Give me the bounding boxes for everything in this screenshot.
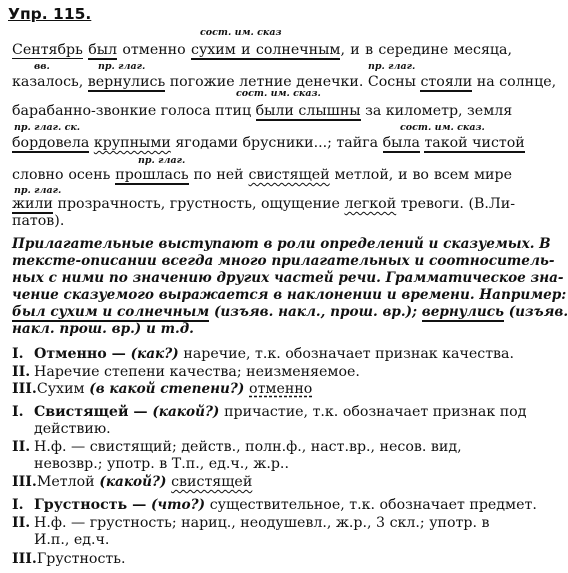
word-predicate: вернулись xyxy=(87,74,166,90)
rule-line-1: Прилагательные выступают в роли определений и сказуемых. В xyxy=(12,236,551,252)
text-fragment: прозрачность, грустность, ощущение xyxy=(52,196,345,212)
text-fragment: наречие, т.к. обозначает признак качества. xyxy=(183,346,515,362)
analysis-3-line-1 xyxy=(12,497,537,513)
word-attribute: свистящей xyxy=(248,167,330,183)
analysis-1-line-3 xyxy=(12,381,512,397)
word-subject: Сентябрь xyxy=(12,42,83,58)
text-line-4 xyxy=(12,135,525,151)
rule-line-3: ных с ними по значению других частей речи. Грамматическое зна- xyxy=(12,270,564,286)
label-sost-im-skaz-3: сост. им. сказ. xyxy=(400,122,485,133)
analysis-3-line-2b: И.п., ед.ч. xyxy=(34,532,110,548)
text-fragment: , xyxy=(78,74,88,90)
text-fragment: ягодами брусники...; тайга xyxy=(170,135,383,151)
example-predicate: был сухим и солнечным xyxy=(12,304,210,320)
rule-line-2: тексте-описании всегда много прилагательных и соотноситель- xyxy=(12,253,555,269)
text-fragment: Н.ф. — грустность; нариц., неодушевл., ж.р., 3 скл.; употр. в xyxy=(34,515,490,531)
word-predicate: прошлась xyxy=(115,167,189,183)
rule-line-4: чение сказуемого выражается в наклонении и времени. Например: xyxy=(12,287,567,303)
roman-numeral: II. xyxy=(12,515,31,531)
word-attribute: легкой xyxy=(344,196,397,212)
label-sost-im-skaz-1: сост. им. сказ xyxy=(200,27,282,38)
label-pr-glag-2: пр. глаг. xyxy=(368,61,416,72)
roman-numeral: I. xyxy=(12,497,24,513)
word-predicate: бордовела xyxy=(12,135,90,151)
text-fragment: Наречие степени качества; неизменяемое. xyxy=(34,364,360,380)
analysis-2-line-2b: невозвр.; употр. в Т.п., ед.ч., ж.р.. xyxy=(34,456,289,472)
question: (что?) xyxy=(146,497,210,513)
question: (какой?) xyxy=(147,404,225,420)
text-fragment: за километр, земля xyxy=(360,103,513,119)
word-attribute: крупными xyxy=(93,135,171,151)
analysis-2-line-2 xyxy=(12,439,512,455)
text-line-2 xyxy=(12,74,557,90)
text-fragment: (изъяв. накл., прош. вр.); xyxy=(209,304,422,320)
analysis-3-line-3 xyxy=(12,551,512,567)
text-fragment: Грустность. xyxy=(36,551,126,567)
roman-numeral: II. xyxy=(12,439,31,455)
analysis-2-line-3 xyxy=(12,474,512,490)
exercise-title: Упр. 115. xyxy=(8,5,92,23)
text-fragment: Н.ф. — свистящий; действ., полн.ф., наст.вр., несов. вид, xyxy=(34,439,462,455)
word-predicate: стояли xyxy=(420,74,473,90)
example-predicate: вернулись xyxy=(421,304,504,320)
label-pr-glag-4: пр. глаг. xyxy=(14,185,62,196)
question: (в какой степени?) xyxy=(84,381,250,397)
roman-numeral: III. xyxy=(12,381,37,397)
analysis-2-line-1b: действию. xyxy=(34,421,111,437)
word-attribute: свистящей xyxy=(171,474,253,490)
text-fragment: погожие летние денечки. Сосны xyxy=(165,74,421,90)
word-predicate: сухим и солнечным xyxy=(191,42,341,58)
text-line-1 xyxy=(12,42,512,58)
label-vv: вв. xyxy=(34,61,50,72)
label-pr-glag-3: пр. глаг. xyxy=(138,155,186,166)
analysis-2-line-1 xyxy=(12,404,527,420)
analyzed-word: Грустность — xyxy=(34,497,147,513)
text-line-7: патов). xyxy=(12,213,65,229)
analyzed-word: Отменно — xyxy=(34,346,126,362)
text-fragment: барабанно-звонкие голоса птиц xyxy=(12,103,256,119)
text-fragment: метлой, и во всем мире xyxy=(329,167,512,183)
text-fragment: отменно xyxy=(117,42,192,58)
label-pr-glag-sk: пр. глаг. ск. xyxy=(14,122,81,133)
text-fragment: , и в середине месяца, xyxy=(340,42,513,58)
analysis-3-line-2 xyxy=(12,515,512,531)
text-fragment: Сухим xyxy=(36,381,85,397)
question: (какой?) xyxy=(94,474,172,490)
text-line-3 xyxy=(12,103,512,119)
text-line-5 xyxy=(12,167,512,183)
text-fragment: словно осень xyxy=(12,167,116,183)
rule-line-6: накл. прош. вр.) и т.д. xyxy=(12,321,194,337)
word-predicate: были слышны xyxy=(255,103,361,119)
roman-numeral: II. xyxy=(12,364,31,380)
text-fragment: (изъяв. xyxy=(504,304,568,320)
word-predicate: такой чистой xyxy=(424,135,525,151)
question: (как?) xyxy=(125,346,184,362)
word-predicate: жили xyxy=(12,196,53,212)
label-sost-im-skaz-2: сост. им. сказ. xyxy=(236,88,321,99)
analyzed-word: Свистящей — xyxy=(34,404,148,420)
analysis-1-line-2 xyxy=(12,364,512,380)
word-predicate: был xyxy=(88,42,118,58)
text-fragment: тревоги. (В.Ли- xyxy=(396,196,516,212)
roman-numeral: I. xyxy=(12,346,24,362)
text-fragment: причастие, т.к. обозначает признак под xyxy=(224,404,527,420)
text-fragment: существительное, т.к. обозначает предмет. xyxy=(209,497,537,513)
analysis-1-line-1 xyxy=(12,346,515,362)
rule-line-5 xyxy=(12,304,568,320)
word-introductory: казалось xyxy=(12,74,79,90)
word-predicate: была xyxy=(382,135,420,151)
text-fragment: на солнце, xyxy=(472,74,557,90)
word-adverbial: отменно xyxy=(249,381,313,397)
text-fragment: по ней xyxy=(188,167,249,183)
label-pr-glag-1: пр. глаг. xyxy=(98,61,146,72)
roman-numeral: III. xyxy=(12,474,37,490)
text-line-6 xyxy=(12,196,516,212)
roman-numeral: I. xyxy=(12,404,24,420)
roman-numeral: III. xyxy=(12,551,37,567)
text-fragment: Метлой xyxy=(36,474,95,490)
